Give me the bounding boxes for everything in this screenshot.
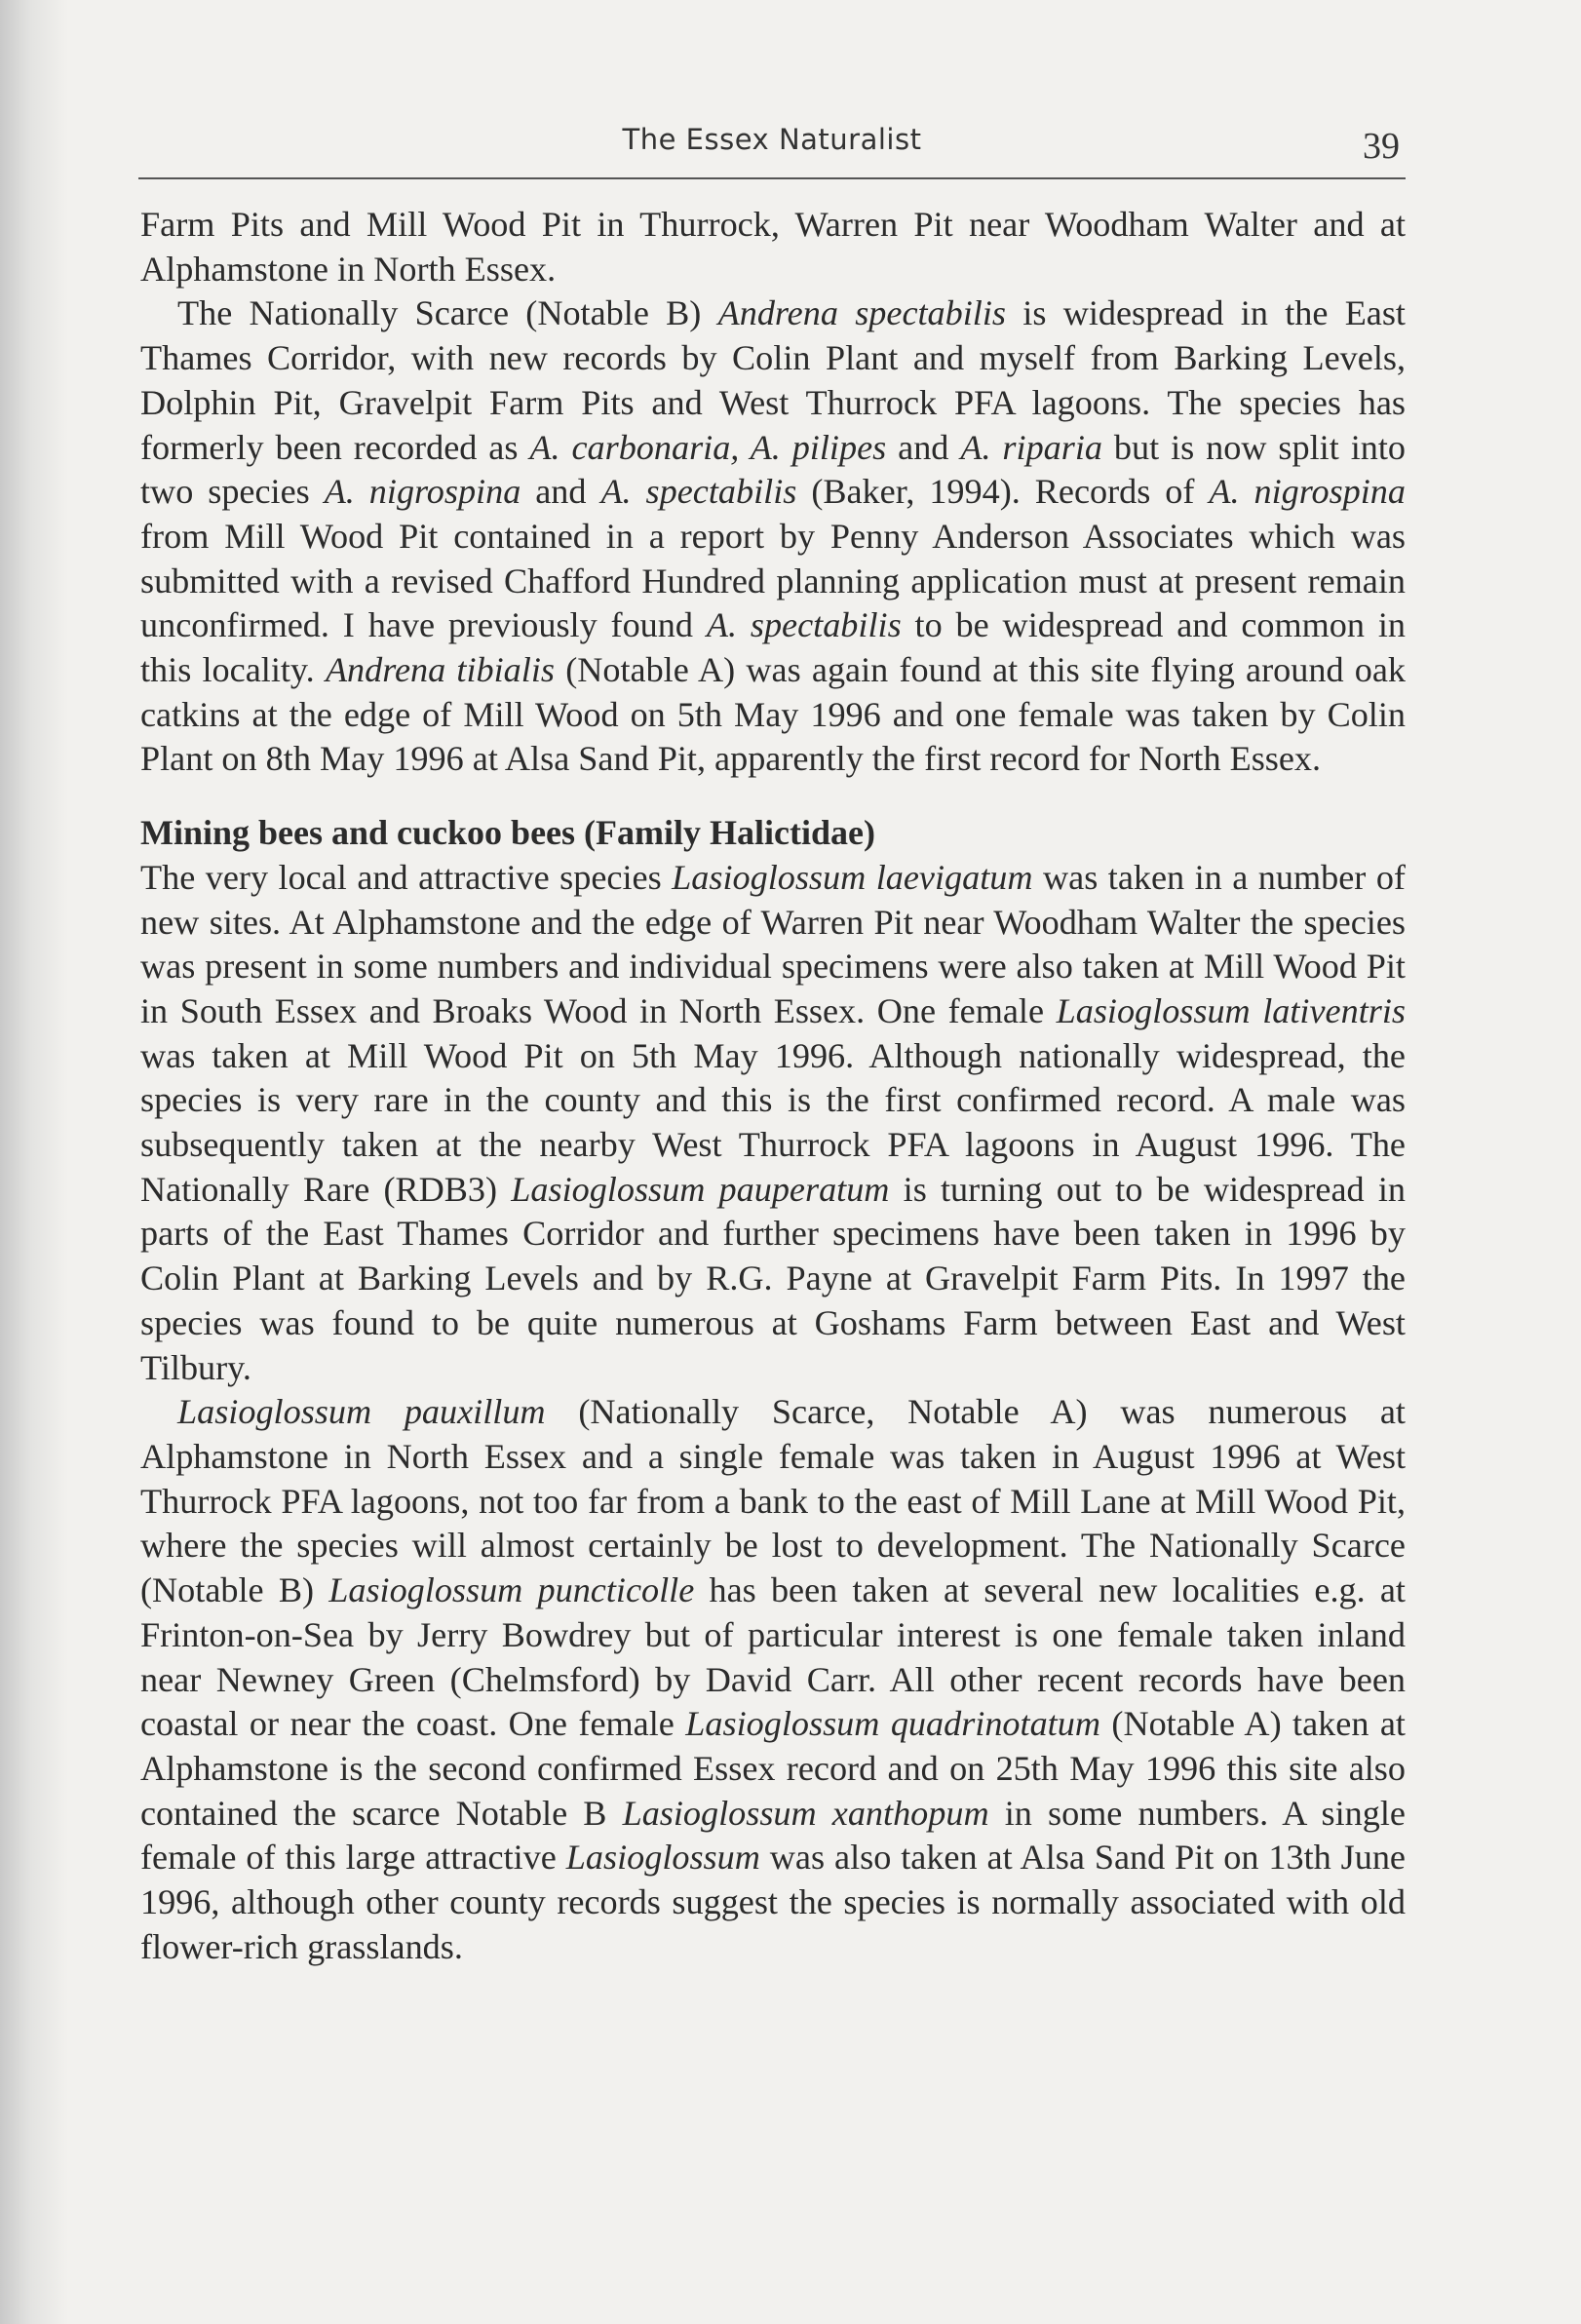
page-header [138, 119, 1406, 177]
running-title: The Essex Naturalist [622, 123, 922, 156]
paragraph-continuation: Farm Pits and Mill Wood Pit in Thurrock, Warren Pit near Woodham Walter and at Alphamstone in North Essex. [140, 205, 1406, 289]
paragraph-halictidae: The very local and attractive species Lasioglossum laevigatum was taken in a number of new sites. At Alphamstone and the edge of Warren Pit near Woodham Walter the species was present in some numbers and individual specimens were also taken at Mill Wood Pit in South Essex and Broaks Wood in North Essex. One female Lasioglossum lativentris was taken at Mill Wood Pit on 5th May 1996. Although nationally widespread, the species is very rare in the county and this is the first confirmed record. A male was subsequently taken at the nearby West Thurrock PFA lagoons in August 1996. The Nationally Rare (RDB3) Lasioglossum pauperatum is turning out to be widespread in parts of the East Thames Corridor and further specimens have been taken in 1996 by Colin Plant at Barking Levels and by R.G. Payne at Gravelpit Farm Pits. In 1997 the species was found to be quite numerous at Goshams Farm between East and West Tilbury. [140, 857, 1406, 1387]
page-number: 39 [1363, 126, 1400, 167]
section-heading: Mining bees and cuckoo bees (Family Halictidae) [140, 813, 875, 853]
scan-edge-shadow [0, 0, 68, 2324]
paragraph-andrena: The Nationally Scarce (Notable B) Andrena spectabilis is widespread in the East Thames Corridor, with new records by Colin Plant and myself from Barking Levels, Dolphin Pit, Gravelpit Farm Pits and West Thurrock PFA lagoons. The species has formerly been recorded as A. carbonaria, A. pilipes and A. riparia but is now split into two species A. nigrospina and A. spectabilis (Baker, 1994). Records of A. nigrospina from Mill Wood Pit contained in a report by Penny Anderson Associates which was submitted with a revised Chafford Hundred planning application must at present remain unconfirmed. I have previously found A. spectabilis to be widespread and common in this locality. Andrena tibialis (Notable A) was again found at this site flying around oak catkins at the edge of Mill Wood on 5th May 1996 and one female was taken by Colin Plant on 8th May 1996 at Alsa Sand Pit, apparently the first record for North Essex. [140, 293, 1406, 779]
article-body [140, 203, 1406, 1969]
header-rule [138, 177, 1406, 179]
paragraph-lasioglossum: Lasioglossum pauxillum (Nationally Scarce, Notable A) was numerous at Alphamstone in North Essex and a single female was taken in August 1996 at West Thurrock PFA lagoons, not too far from a bank to the east of Mill Lane at Mill Wood Pit, where the species will almost certainly be lost to development. The Nationally Scarce (Notable B) Lasioglossum puncticolle has been taken at several new localities e.g. at Frinton-on-Sea by Jerry Bowdrey but of particular interest is one female taken inland near Newney Green (Chelmsford) by David Carr. All other recent records have been coastal or near the coast. One female Lasioglossum quadrinotatum (Notable A) taken at Alphamstone is the second confirmed Essex record and on 25th May 1996 this site also contained the scarce Notable B Lasioglossum xanthopum in some numbers. A single female of this large attractive Lasioglossum was also taken at Alsa Sand Pit on 13th June 1996, although other county records suggest the species is normally associated with old flower-rich grasslands. [140, 1392, 1406, 1966]
